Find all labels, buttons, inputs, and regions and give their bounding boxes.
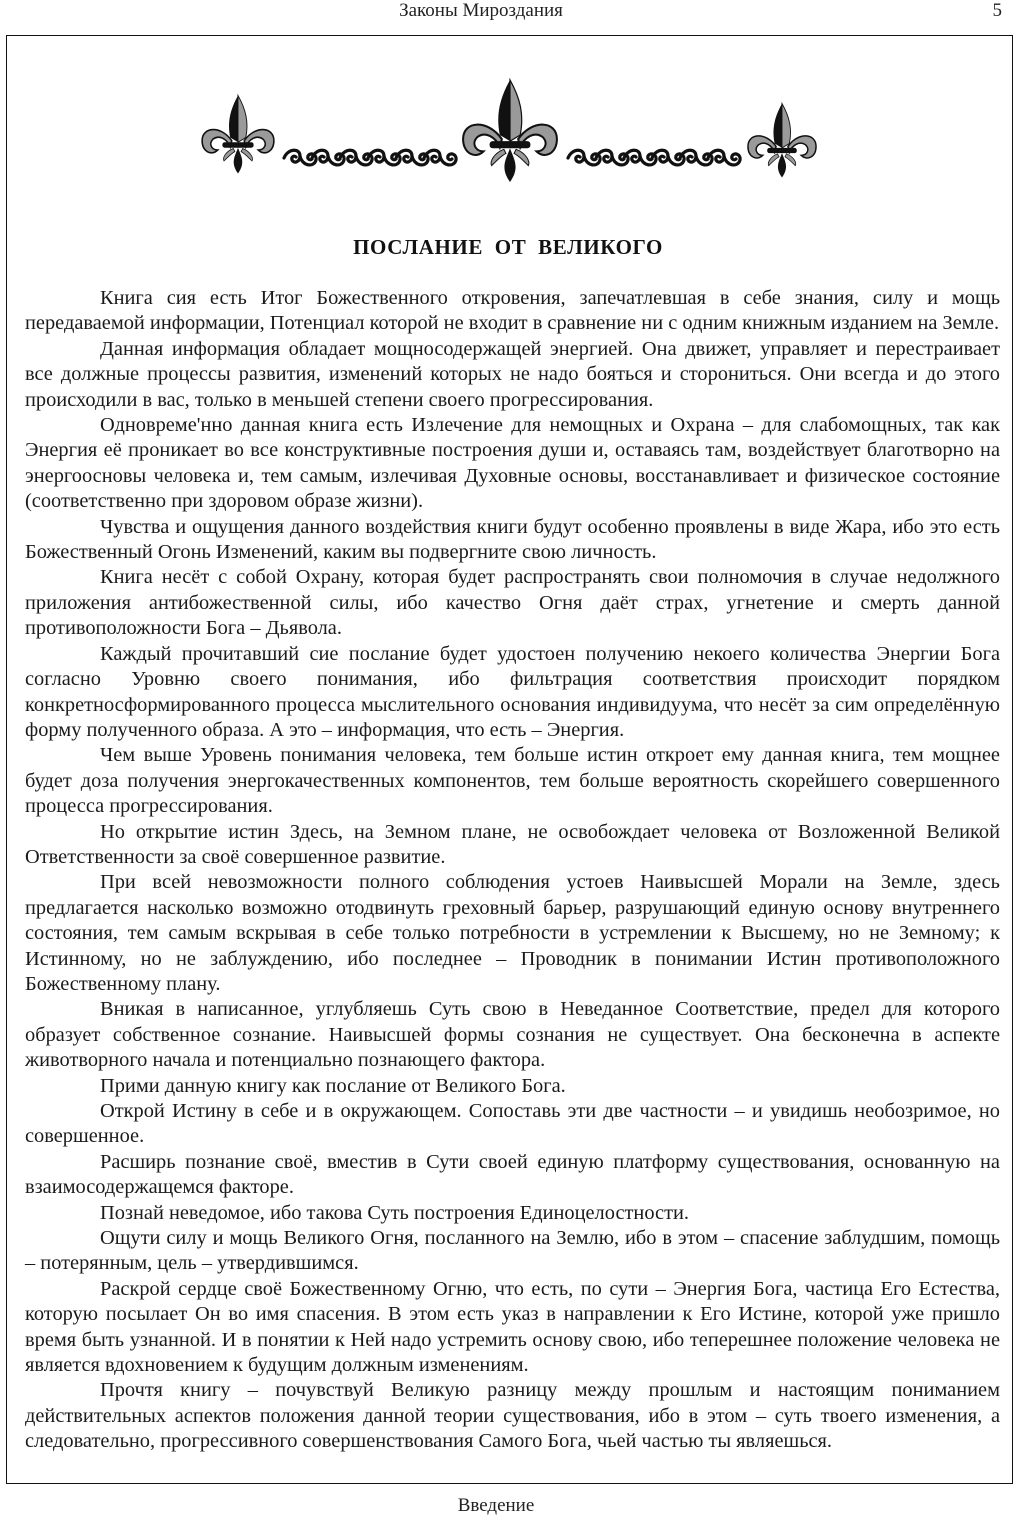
fleur-de-lis-icon (463, 80, 557, 182)
paragraph: Чем выше Уровень понимания человека, тем больше истин откроет ему данная книга, тем мощнее будет доза получения энергокачественных компонентов, тем больше вероятность скорейшего совершенного процесса прогрессирования. (25, 744, 1000, 818)
paragraph: Данная информация обладает мощносодержащей энергией. Она движет, управляет и перестраивает все должные процессы развития, изменений которых не надо бояться и сторониться. Они всегда и до этого происходили в вас, только в меньшей степени своего прогрессирования. (25, 337, 1000, 411)
paragraph: Книга несёт с собой Охрану, которая будет распространять свои полномочия в случае недолжного приложения антибожественной силы, ибо качество Огня даёт страх, угнетение и смерть данной противоположности Бога – Дьявола. (25, 566, 1000, 640)
fleur-de-lis-icon (202, 95, 274, 173)
paragraph: Книга сия есть Итог Божественного откровения, запечатлевшая в себе знания, силу и мощь передаваемой информации, Потенциал которой не входит в сравнение ни с одним книжным изданием на Земле. (25, 287, 1000, 335)
paragraph: Одновреме'нно данная книга есть Излечение для немощных и Охрана – для слабомощных, так как Энергия её проникает во все конструктивные построения души и, оставаясь там, воздействует благотворно на энергоосновы человека и, тем самым, излечивая Духовные основы, восстанавливает и физическое состояние (соответственно при здоровом образе жизни). (25, 414, 1000, 513)
paragraph: Прими данную книгу как послание от Великого Бога. (100, 1074, 566, 1097)
document-body (25, 286, 1000, 1455)
paragraph: Вникая в написанное, углубляешь Суть свою в Неведанное Соответствие, предел для которого образует собственное сознание. Наивысшей формы сознания не существует. Она бесконечна в аспекте животворного начала и потенциально познающего фактора. (25, 998, 1000, 1072)
running-header (0, 0, 1016, 22)
running-footer-section: Введение (457, 1495, 535, 1516)
paragraph: Познай неведомое, ибо такова Суть построения Единоцелостности. (100, 1201, 689, 1224)
ornament-divider (200, 78, 820, 188)
paragraph: Но открытие истин Здесь, на Земном плане, не освобождает человека от Возложенной Великой Ответственности за своё совершенное развитие. (25, 820, 1000, 868)
paragraph: Открой Истину в себе и в окружающем. Сопоставь эти две частности – и увидишь необозримое, но совершенное. (25, 1100, 1000, 1148)
paragraph: Расширь познание своё, вместив в Сути своей единую платформу существования, основанную на взаимосодержащемся факторе. (25, 1150, 1000, 1199)
page-number: 5 (992, 0, 1002, 21)
scroll-wave-icon (568, 150, 740, 165)
paragraph: Ощути силу и мощь Великого Огня, посланного на Землю, ибо в этом – спасение заблудшим, помощь – потерянным, цель – утвердившимся. (25, 1227, 1000, 1275)
paragraph: Чувства и ощущения данного воздействия книги будут особенно проявлены в виде Жара, ибо это есть Божественный Огонь Изменений, каким вы подвергните свою личность. (25, 515, 1000, 564)
scroll-wave-icon (284, 150, 456, 165)
paragraph: При всей невозможности полного соблюдения устоев Наивысшей Морали на Земле, здесь предлагается насколько возможно отодвинуть греховный барьер, разрушающий единую основу внутреннего состояния, тем самым вскрывая в себе только потребности в устремлении к Высшему, но не Земному; к Истинному, но не заблуждению, ибо последнее – Проводник в понимании Истин противоположного Божественному плану. (25, 871, 1000, 995)
document-title: ПОСЛАНИЕ ОТ ВЕЛИКОГО (353, 235, 663, 259)
paragraph: Раскрой сердце своё Божественному Огню, что есть, по сути – Энергия Бога, частица Его Естества, которую посылает Он во имя спасения. В этом есть указ в направлении к Его Истине, которой уже пришло время быть узнанной. И в понятии к Ней надо устремить основу свою, ибо теперешнее положение человека не является вдохновением к будущим должным изменениям. (25, 1277, 1000, 1377)
running-title: Законы Мироздания (399, 0, 563, 21)
fleur-de-lis-icon (748, 104, 816, 178)
paragraph: Прочтя книгу – почувствуй Великую разницу между прошлым и настоящим пониманием действительных аспектов положения данной теории существования, ибо в этом – суть твоего изменения, а следовательно, прогрессивного совершенствования Самого Бога, чьей частью ты являешься. (25, 1379, 1000, 1453)
paragraph: Каждый прочитавший сие послание будет удостоен получению некоего количества Энергии Бога согласно Уровню своего понимания, ибо фильтрация соответствия происходит порядком конкретносформированного процесса мыслительного основания индивидуума, что несёт за сим определённую форму полученного образа. А это – информация, что есть – Энергия. (25, 642, 1000, 741)
